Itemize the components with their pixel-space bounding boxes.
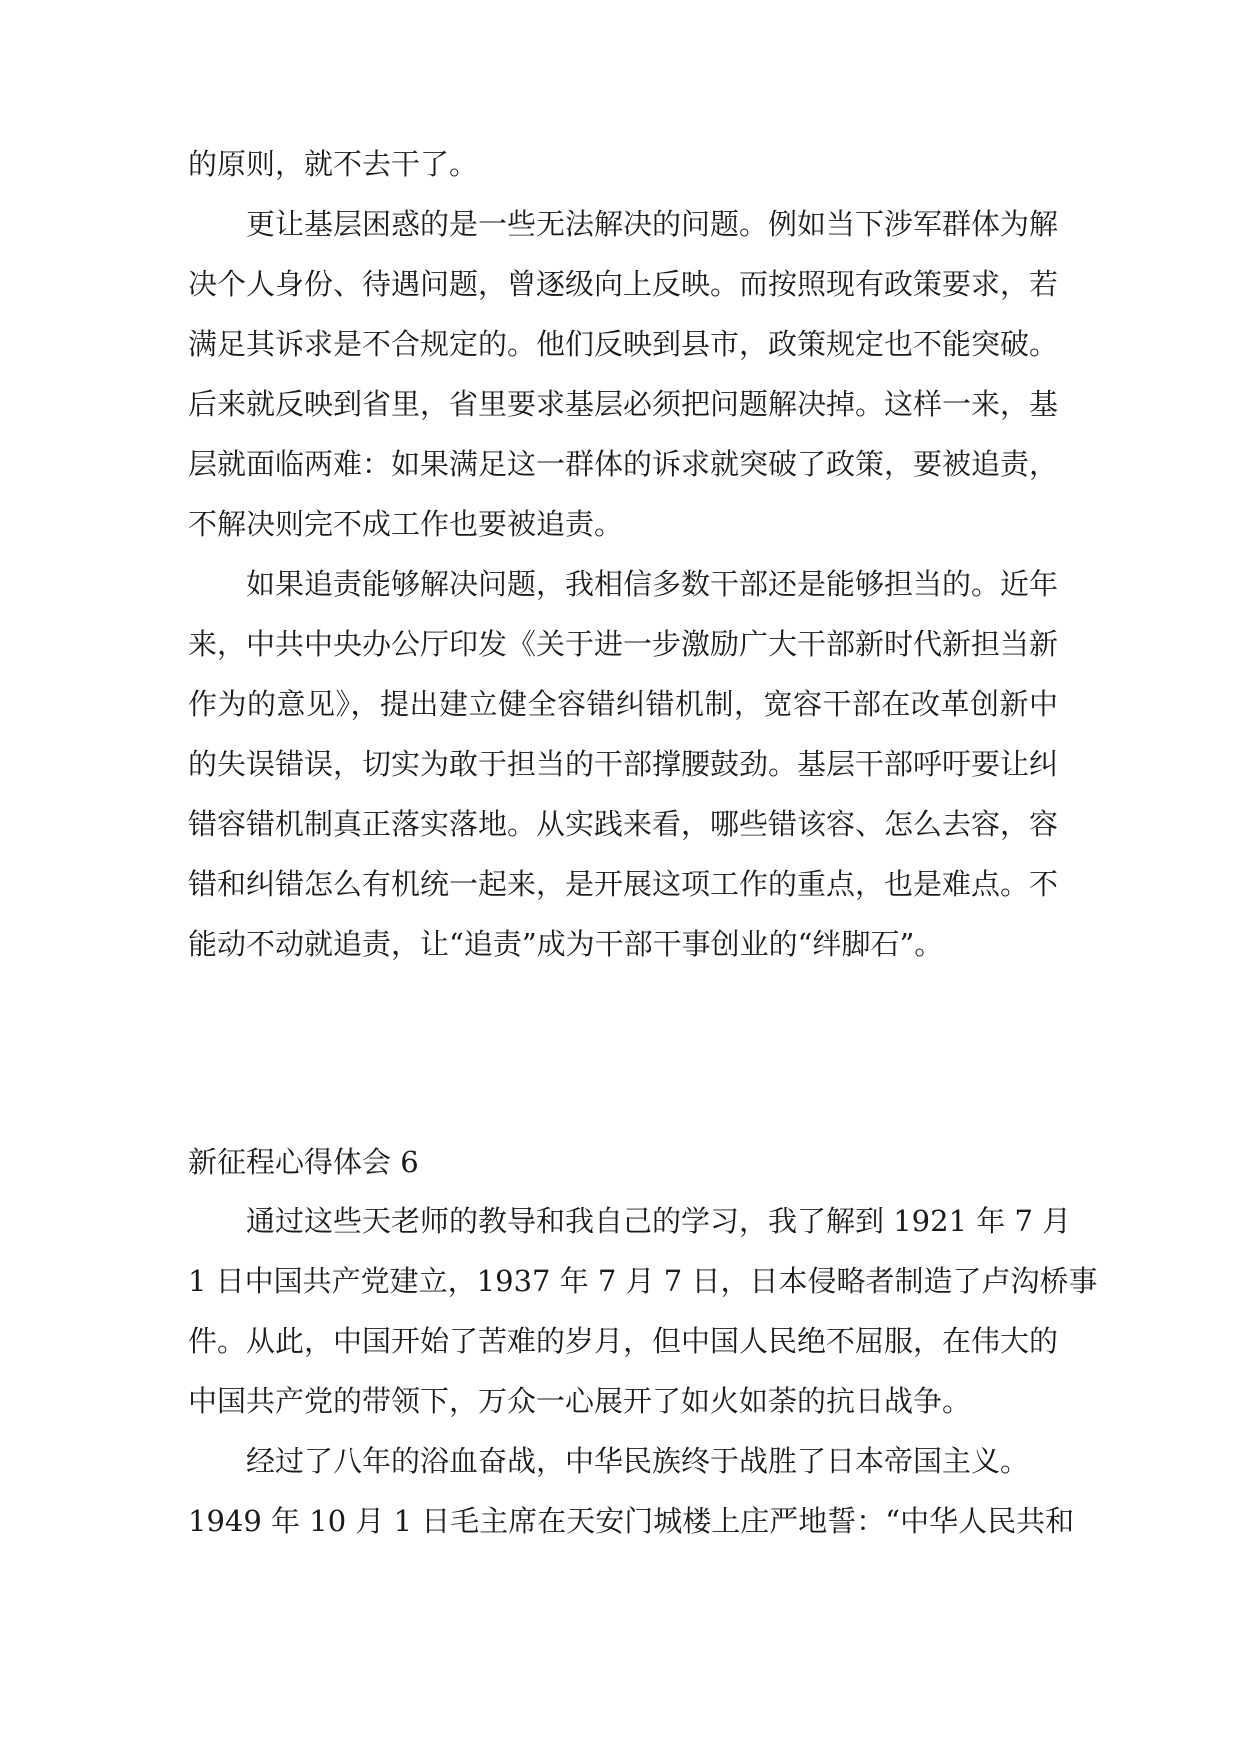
paragraph-line: 不解决则完不成工作也要被追责。 bbox=[188, 507, 624, 541]
paragraph-line: 错容错机制真正落实落地。从实践来看，哪些错该容、怎么去容，容 bbox=[188, 807, 1059, 841]
body-text-bottom bbox=[188, 1191, 1098, 1551]
paragraph-line: 如果追责能够解决问题，我相信多数干部还是能够担当的。近年 bbox=[246, 567, 1059, 601]
paragraph-line: 更让基层困惑的是一些无法解决的问题。例如当下涉军群体为解 bbox=[246, 207, 1059, 241]
paragraph-line: 的原则，就不去干了。 bbox=[188, 147, 479, 181]
section-heading: 新征程心得体会 6 bbox=[188, 1145, 419, 1179]
paragraph-line: 1 日中国共产党建立，1937 年 7 月 7 日，日本侵略者制造了卢沟桥事 bbox=[188, 1264, 1098, 1298]
paragraph-line: 来，中共中央办公厅印发《关于进一步激励广大干部新时代新担当新 bbox=[188, 627, 1059, 661]
body-text-top bbox=[188, 134, 1058, 974]
paragraph-line: 决个人身份、待遇问题，曾逐级向上反映。而按照现有政策要求，若 bbox=[188, 267, 1059, 301]
paragraph-line: 的失误错误，切实为敢于担当的干部撑腰鼓劲。基层干部呼吁要让纠 bbox=[188, 747, 1059, 781]
paragraph-line: 后来就反映到省里，省里要求基层必须把问题解决掉。这样一来，基 bbox=[188, 387, 1059, 421]
paragraph-line: 件。从此，中国开始了苦难的岁月，但中国人民绝不屈服，在伟大的 bbox=[188, 1324, 1059, 1358]
paragraph-line: 经过了八年的浴血奋战，中华民族终于战胜了日本帝国主义。 bbox=[246, 1444, 1030, 1478]
paragraph-line: 能动不动就追责，让“追责”成为干部干事创业的“绊脚石”。 bbox=[188, 927, 944, 961]
paragraph-line: 层就面临两难：如果满足这一群体的诉求就突破了政策，要被追责， bbox=[188, 447, 1059, 481]
paragraph-line: 中国共产党的带领下，万众一心展开了如火如荼的抗日战争。 bbox=[188, 1384, 972, 1418]
paragraph-line: 错和纠错怎么有机统一起来，是开展这项工作的重点，也是难点。不 bbox=[188, 867, 1059, 901]
paragraph-line: 1949 年 10 月 1 日毛主席在天安门城楼上庄严地誓：“中华人民共和 bbox=[188, 1504, 1075, 1538]
paragraph-line: 通过这些天老师的教导和我自己的学习，我了解到 1921 年 7 月 bbox=[246, 1204, 1072, 1238]
paragraph-line: 满足其诉求是不合规定的。他们反映到县市，政策规定也不能突破。 bbox=[188, 327, 1059, 361]
paragraph-line: 作为的意见》，提出建立健全容错纠错机制，宽容干部在改革创新中 bbox=[188, 687, 1058, 721]
